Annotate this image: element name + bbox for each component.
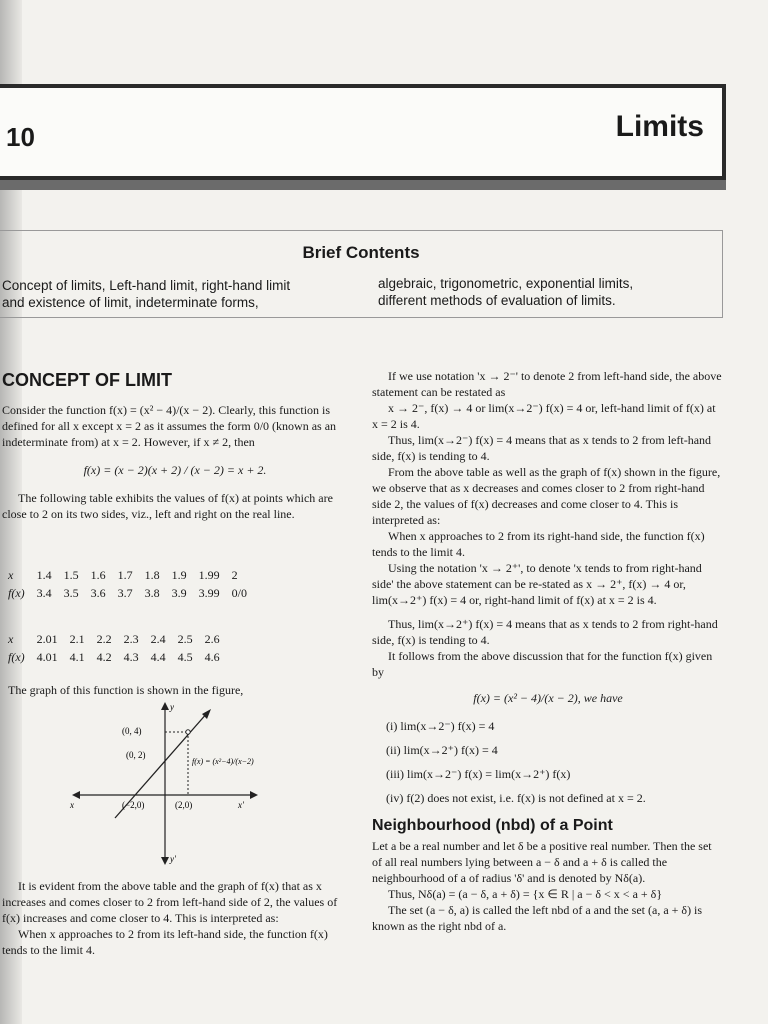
paragraph: The following table exhibits the values of f(x) at points which are close to 2 on its two sides, viz., left and right on the real line. [2,491,333,521]
table-row [2,630,226,648]
table-cell: 1.99 [198,567,220,582]
point-label: (−2,0) [122,800,145,810]
table-cell: 4.5 [177,649,193,664]
value-table-left [2,566,253,602]
table-cell: x [8,567,14,582]
paragraph: Thus, lim(x→2⁺) f(x) = 4 means that as x tends to 2 from right-hand side, f(x) is tending to 4. [372,617,718,647]
paragraph: From the above table as well as the graph of f(x) shown in the figure, we observe that as x decreases and comes closer to 2 from right-hand side 2, the values of f(x) decreases and come closer to 4. This is interpreted as: [372,465,721,527]
table-row [2,584,253,602]
paragraph: Consider the function f(x) = (x² − 4)/(x − 2). Clearly, this function is defined for all x except x = 2 as it assumes the form 0/0 (known as an indeterminate from) at x = 2. However, if x ≠ 2, then [2,403,337,449]
table-cell: 0/0 [231,585,247,600]
left-column-bottom [2,878,348,958]
paragraph: Let a be a real number and let δ be a positive real number. Then the set of all real numbers lying between a − δ and a + δ is called the neighbourhood of a of radius 'δ' and is denoted by Nδ(a). [372,839,712,885]
table-cell: 1.7 [117,567,133,582]
table-cell: x [8,631,14,646]
brief-contents-box [0,230,723,318]
left-column [2,372,348,522]
axis-label-x-neg: x [70,800,74,810]
table-cell: 1.6 [90,567,106,582]
table-cell: 2.5 [177,631,193,646]
table-row [2,566,253,584]
table-cell: 2.1 [69,631,85,646]
table-cell: 3.5 [63,585,79,600]
function-label: f(x) = (x²−4)/(x−2) [192,757,254,766]
axis-label-y: y [170,702,174,712]
paragraph: The set (a − δ, a) is called the left nbd of a and the set (a, a + δ) is known as the right nbd of a. [372,903,703,933]
table-cell: 3.99 [198,585,220,600]
brief-left-line: and existence of limit, indeterminate forms, [2,295,259,310]
table-cell: 1.5 [63,567,79,582]
table-cell: 3.6 [90,585,106,600]
table-cell: 2.6 [204,631,220,646]
table-cell: 3.8 [144,585,160,600]
value-table-right [2,630,226,666]
y-axis-arrow-up [161,702,169,710]
table-cell: 1.4 [36,567,52,582]
table-cell: f(x) [8,585,25,600]
paragraph: Using the notation 'x → 2⁺', to denote 'x tends to from right-hand side' the above statement can be re-stated as x → 2⁺, f(x) → 4 or, lim(x→2⁺) f(x) = 4 or, right-hand limit of f(x) at x = 2 is 4. [372,561,702,607]
paragraph: When x approaches to 2 from its left-hand side, the function f(x) tends to the limit 4. [2,927,328,957]
paragraph: If we use notation 'x → 2⁻' to denote 2 from left-hand side, the above statement can be restated as [372,369,722,399]
table-cell: 4.3 [123,649,139,664]
list-item: (i) lim(x→2⁻) f(x) = 4 [386,719,495,733]
table-cell: 2.3 [123,631,139,646]
table-row [2,648,226,666]
paragraph: x → 2⁻, f(x) → 4 or lim(x→2⁻) f(x) = 4 or, left-hand limit of f(x) at x = 2 is 4. [372,401,716,431]
paragraph: The graph of this function is shown in the figure, [8,683,244,697]
table-cell: 4.4 [150,649,166,664]
axis-label-x: x' [238,800,244,810]
table-cell: 1.9 [171,567,187,582]
limit-list [372,718,724,806]
paragraph: Thus, lim(x→2⁻) f(x) = 4 means that as x tends to 2 from left-hand side, f(x) is tending to 4. [372,433,712,463]
table-cell: f(x) [8,649,25,664]
brief-right-line: algebraic, trigonometric, exponential limits, [378,276,634,291]
equation: f(x) = (x − 2)(x + 2) / (x − 2) = x + 2. [83,463,267,477]
paragraph: It follows from the above discussion that for the function f(x) given by [372,649,713,679]
list-item: (iii) lim(x→2⁻) f(x) = lim(x→2⁺) f(x) [386,767,571,781]
table-cell: 2.2 [96,631,112,646]
subsection-heading: Neighbourhood (nbd) of a Point [372,817,613,834]
table-cell: 4.1 [69,649,85,664]
x-axis-arrow-left [72,791,80,799]
table-cell: 3.4 [36,585,52,600]
table-cell: 2.01 [36,631,58,646]
list-item: (iv) f(2) does not exist, i.e. f(x) is not defined at x = 2. [386,791,646,805]
right-column [372,368,724,934]
chapter-number: 10 [6,122,35,152]
paragraph: When x approaches to 2 from its right-hand side, the function f(x) tends to the limit 4. [372,529,705,559]
brief-left-line: Concept of limits, Left-hand limit, right-hand limit [2,278,291,293]
brief-contents-title: Brief Contents [302,243,420,262]
table-cell: 2.4 [150,631,166,646]
table-cell: 4.2 [96,649,112,664]
point-label: (2,0) [175,800,193,810]
brief-contents-right [378,275,698,309]
list-item: (ii) lim(x→2⁺) f(x) = 4 [386,743,498,757]
brief-contents-left [2,277,342,311]
table-cell: 4.01 [36,649,58,664]
x-axis-arrow-right [250,791,258,799]
table-cell: 3.7 [117,585,133,600]
chapter-banner [0,84,726,180]
function-graph [60,700,270,870]
axis-label-y-neg: y' [170,854,176,864]
table-cell: 3.9 [171,585,187,600]
y-axis-arrow-down [161,857,169,865]
equation: f(x) = (x² − 4)/(x − 2), we have [473,691,623,705]
hole-point [186,730,190,734]
section-heading: CONCEPT OF LIMIT [2,370,172,390]
brief-right-line: different methods of evaluation of limits. [378,293,616,308]
table-cell: 4.6 [204,649,220,664]
point-label: (0, 2) [126,750,146,760]
chapter-title: Limits [615,110,704,143]
table-cell: 2 [231,567,238,582]
point-label: (0, 4) [122,726,142,736]
paragraph: Thus, Nδ(a) = (a − δ, a + δ) = {x ∈ R | a − δ < x < a + δ} [388,887,663,901]
table-cell: 1.8 [144,567,160,582]
paragraph: It is evident from the above table and the graph of f(x) that as x increases and comes closer to 2 from left-hand side of 2, the values of f(x) increases and come closer to 4. This is interpreted as: [2,879,338,925]
